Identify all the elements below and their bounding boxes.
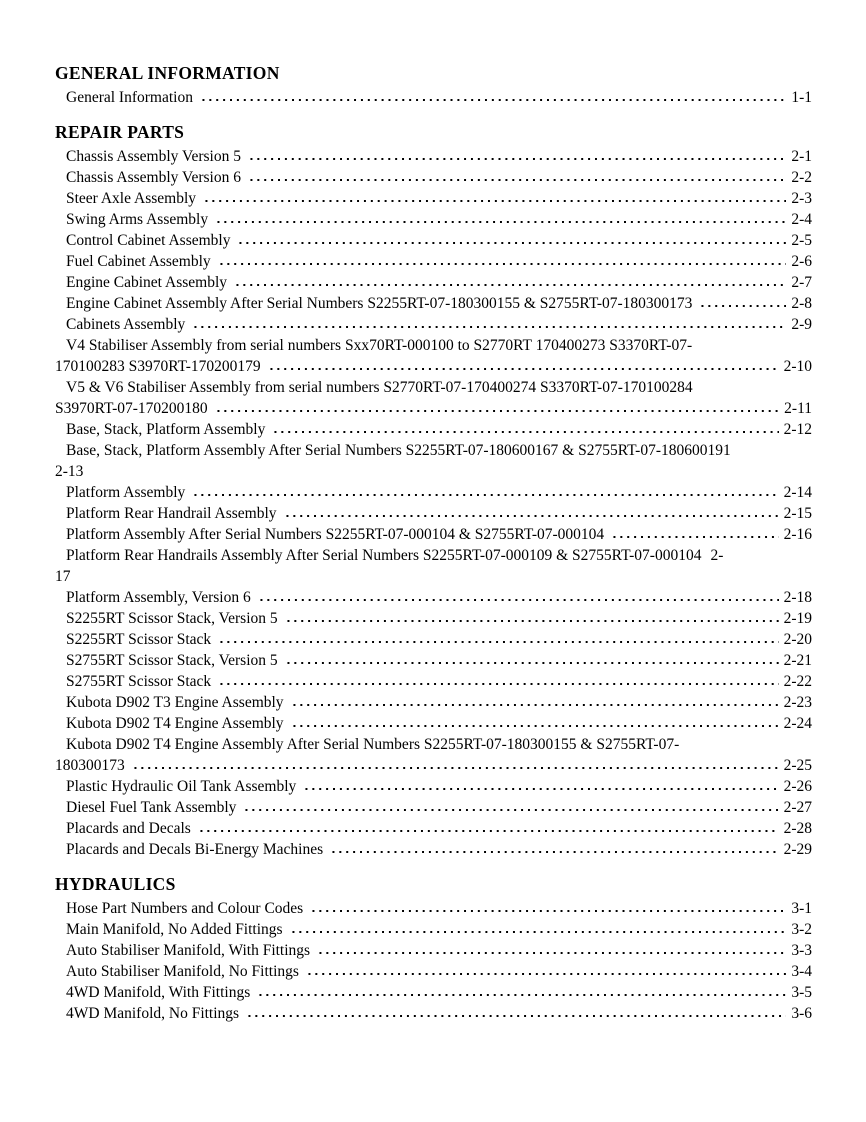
entry-row xyxy=(66,87,812,108)
entry-label-line xyxy=(66,377,812,398)
toc xyxy=(55,62,812,1024)
page-number: 2-27 xyxy=(783,799,812,816)
entry-row xyxy=(66,650,812,671)
entry-label: Kubota D902 T3 Engine Assembly xyxy=(66,694,284,711)
page-number-line xyxy=(55,461,812,482)
toc-entry xyxy=(55,692,812,713)
entry-label: General Information xyxy=(66,89,193,106)
entry-continuation: 180300173 xyxy=(55,757,125,774)
page-number: 2-24 xyxy=(783,715,812,732)
toc-section-repair-parts xyxy=(55,121,812,860)
page-number: 2-29 xyxy=(783,841,812,858)
entry-label: Chassis Assembly Version 6 xyxy=(66,169,241,186)
entry-row xyxy=(66,713,812,734)
dot-leader xyxy=(310,909,786,913)
toc-entry xyxy=(55,314,812,335)
dot-leader xyxy=(330,850,778,854)
dot-leader xyxy=(192,493,778,497)
entry-label: Placards and Decals xyxy=(66,820,191,837)
toc-entry xyxy=(55,167,812,188)
entry-row xyxy=(66,251,812,272)
toc-entry xyxy=(55,839,812,860)
page-number: 2-6 xyxy=(791,253,812,270)
toc-entry xyxy=(55,251,812,272)
entry-label: Steer Axle Assembly xyxy=(66,190,197,207)
entry-row xyxy=(66,692,812,713)
page-number: 2-9 xyxy=(791,316,812,333)
page-number: 3-4 xyxy=(791,963,812,980)
toc-entry xyxy=(55,919,812,940)
toc-entry xyxy=(55,650,812,671)
dot-leader xyxy=(306,972,786,976)
entry-row xyxy=(66,293,812,314)
dot-leader xyxy=(317,951,786,955)
entry-row xyxy=(66,982,812,1003)
entry-label: Base, Stack, Platform Assembly xyxy=(66,421,266,438)
page-number: 3-1 xyxy=(791,900,812,917)
entry-label: Placards and Decals Bi-Energy Machines xyxy=(66,841,324,858)
page-number: 2-19 xyxy=(783,610,812,627)
entry-label-line xyxy=(66,440,812,461)
page-number: 1-1 xyxy=(791,89,812,106)
entry-label: Auto Stabiliser Manifold, With Fittings xyxy=(66,942,311,959)
toc-entry xyxy=(55,776,812,797)
entry-label: Swing Arms Assembly xyxy=(66,211,209,228)
entry-row xyxy=(66,818,812,839)
dot-leader xyxy=(272,430,778,434)
dot-leader xyxy=(290,930,787,934)
toc-section-hydraulics xyxy=(55,873,812,1024)
toc-entry xyxy=(55,524,812,545)
entry-label: V4 Stabiliser Assembly from serial numbers Sxx70RT-000100 to S2770RT 170400273 S3370RT-07- xyxy=(66,337,693,354)
entry-continuation-row xyxy=(55,755,812,776)
entry-row xyxy=(66,919,812,940)
entry-row xyxy=(66,524,812,545)
entry-row xyxy=(66,898,812,919)
entry-label: Control Cabinet Assembly xyxy=(66,232,231,249)
page-number: 2-1 xyxy=(791,148,812,165)
page-number: 2-5 xyxy=(791,232,812,249)
entry-row xyxy=(66,482,812,503)
entry-row xyxy=(66,797,812,818)
entry-label: V5 & V6 Stabiliser Assembly from serial numbers S2770RT-07-170400274 S3370RT-07-170100284 xyxy=(66,379,693,396)
toc-section-general-information xyxy=(55,62,812,108)
entry-row xyxy=(66,961,812,982)
entry-label: Platform Rear Handrails Assembly After Serial Numbers S2255RT-07-000109 & S2755RT-07-000104 xyxy=(66,547,702,564)
entry-continuation: S3970RT-07-170200180 xyxy=(55,400,208,417)
page-number: 2-12 xyxy=(783,421,812,438)
entry-label: Platform Assembly After Serial Numbers S2255RT-07-000104 & S2755RT-07-000104 xyxy=(66,526,605,543)
entry-label: Platform Assembly xyxy=(66,484,186,501)
dot-leader xyxy=(234,283,786,287)
toc-entry xyxy=(55,419,812,440)
entry-continuation: 170100283 S3970RT-170200179 xyxy=(55,358,261,375)
entry-label: Auto Stabiliser Manifold, No Fittings xyxy=(66,963,299,980)
toc-entry xyxy=(55,818,812,839)
page-number: 2-7 xyxy=(791,274,812,291)
entry-row xyxy=(66,188,812,209)
toc-entry xyxy=(55,671,812,692)
dot-leader xyxy=(291,703,779,707)
entry-row xyxy=(66,272,812,293)
dot-leader xyxy=(215,220,786,224)
dot-leader xyxy=(243,808,778,812)
toc-entry xyxy=(55,293,812,314)
page-number: 2-3 xyxy=(791,190,812,207)
page-number: 2-15 xyxy=(783,505,812,522)
toc-entry xyxy=(55,587,812,608)
page-number: 3-6 xyxy=(791,1005,812,1022)
toc-entry xyxy=(55,1003,812,1024)
dot-leader xyxy=(203,199,786,203)
dot-leader xyxy=(257,993,786,997)
page-number-prefix: 2- xyxy=(710,547,724,564)
page-number: 2-14 xyxy=(783,484,812,501)
page-number: 2-25 xyxy=(783,757,812,774)
dot-leader xyxy=(218,682,778,686)
toc-entry xyxy=(55,734,812,776)
dot-leader xyxy=(699,304,786,308)
entry-label: S2255RT Scissor Stack xyxy=(66,631,212,648)
dot-leader xyxy=(258,598,779,602)
page-number: 2-20 xyxy=(783,631,812,648)
entry-row xyxy=(66,776,812,797)
entry-label: Kubota D902 T4 Engine Assembly After Serial Numbers S2255RT-07-180300155 & S2755RT-07- xyxy=(66,736,680,753)
page-number: 2-26 xyxy=(783,778,812,795)
entry-continuation-row xyxy=(55,398,812,419)
entry-label: S2255RT Scissor Stack, Version 5 xyxy=(66,610,278,627)
page-number-line xyxy=(55,566,812,587)
page-number: 2-16 xyxy=(783,526,812,543)
entry-row xyxy=(66,671,812,692)
entry-row xyxy=(66,587,812,608)
entry-row xyxy=(66,209,812,230)
toc-entry xyxy=(55,982,812,1003)
toc-entry xyxy=(55,713,812,734)
toc-entry xyxy=(55,898,812,919)
dot-leader xyxy=(192,325,786,329)
dot-leader xyxy=(285,619,779,623)
toc-entry xyxy=(55,87,812,108)
page-number: 2-11 xyxy=(784,400,812,417)
dot-leader xyxy=(200,98,786,102)
toc-entry xyxy=(55,629,812,650)
entry-label: Fuel Cabinet Assembly xyxy=(66,253,211,270)
dot-leader xyxy=(248,157,786,161)
entry-label: 4WD Manifold, With Fittings xyxy=(66,984,251,1001)
toc-entry xyxy=(55,377,812,419)
dot-leader xyxy=(218,640,778,644)
section-heading: GENERAL INFORMATION xyxy=(55,63,280,83)
page-number: 3-3 xyxy=(791,942,812,959)
entry-label: Diesel Fuel Tank Assembly xyxy=(66,799,237,816)
toc-entry xyxy=(55,797,812,818)
page-number: 2-2 xyxy=(791,169,812,186)
entry-row xyxy=(66,608,812,629)
entry-row xyxy=(66,940,812,961)
section-heading: REPAIR PARTS xyxy=(55,122,185,142)
entry-label: S2755RT Scissor Stack, Version 5 xyxy=(66,652,278,669)
entry-row xyxy=(66,1003,812,1024)
dot-leader xyxy=(198,829,779,833)
toc-entry xyxy=(55,230,812,251)
dot-leader xyxy=(291,724,779,728)
toc-entry xyxy=(55,209,812,230)
page-number: 2-8 xyxy=(791,295,812,312)
dot-leader xyxy=(218,262,787,266)
toc-entry xyxy=(55,146,812,167)
toc-entry xyxy=(55,940,812,961)
dot-leader xyxy=(611,535,778,539)
entry-continuation-row xyxy=(55,356,812,377)
entry-label-line xyxy=(66,335,812,356)
page-number: 2-10 xyxy=(783,358,812,375)
dot-leader xyxy=(248,178,786,182)
entry-label: Platform Assembly, Version 6 xyxy=(66,589,251,606)
dot-leader xyxy=(237,241,786,245)
toc-entry xyxy=(55,335,812,377)
page-number: 2-23 xyxy=(783,694,812,711)
toc-entry xyxy=(55,482,812,503)
page-number: 2-22 xyxy=(783,673,812,690)
dot-leader xyxy=(132,766,779,770)
entry-label: Kubota D902 T4 Engine Assembly xyxy=(66,715,284,732)
entry-row xyxy=(66,419,812,440)
entry-label: Engine Cabinet Assembly xyxy=(66,274,228,291)
toc-entry xyxy=(55,272,812,293)
toc-entry xyxy=(55,608,812,629)
entry-row xyxy=(66,167,812,188)
dot-leader xyxy=(285,661,779,665)
page-number: 2-4 xyxy=(791,211,812,228)
dot-leader xyxy=(268,367,779,371)
entry-row xyxy=(66,314,812,335)
toc-entry xyxy=(55,440,812,482)
entry-label-line xyxy=(66,734,812,755)
entry-row xyxy=(66,146,812,167)
page-number: 2-28 xyxy=(783,820,812,837)
entry-label: Cabinets Assembly xyxy=(66,316,186,333)
entry-label: 4WD Manifold, No Fittings xyxy=(66,1005,240,1022)
toc-entry xyxy=(55,961,812,982)
toc-entry xyxy=(55,188,812,209)
entry-label: S2755RT Scissor Stack xyxy=(66,673,212,690)
entry-label: Base, Stack, Platform Assembly After Serial Numbers S2255RT-07-180600167 & S2755RT-07-180600191 xyxy=(66,442,731,459)
dot-leader xyxy=(246,1014,786,1018)
page-number: 17 xyxy=(55,568,71,585)
section-heading: HYDRAULICS xyxy=(55,874,176,894)
entry-label: Engine Cabinet Assembly After Serial Numbers S2255RT-07-180300155 & S2755RT-07-180300173 xyxy=(66,295,693,312)
page-number: 2-21 xyxy=(783,652,812,669)
dot-leader xyxy=(284,514,779,518)
page-number: 2-13 xyxy=(55,463,84,480)
entry-row xyxy=(66,503,812,524)
entry-label: Chassis Assembly Version 5 xyxy=(66,148,241,165)
entry-label: Platform Rear Handrail Assembly xyxy=(66,505,277,522)
entry-label: Plastic Hydraulic Oil Tank Assembly xyxy=(66,778,297,795)
entry-row xyxy=(66,839,812,860)
entry-row xyxy=(66,230,812,251)
page-number: 2-18 xyxy=(783,589,812,606)
entry-label: Hose Part Numbers and Colour Codes xyxy=(66,900,304,917)
page-number: 3-2 xyxy=(791,921,812,938)
entry-row xyxy=(66,629,812,650)
dot-leader xyxy=(215,409,780,413)
toc-entry xyxy=(55,503,812,524)
page-number: 3-5 xyxy=(791,984,812,1001)
dot-leader xyxy=(303,787,778,791)
toc-entry xyxy=(55,545,812,587)
entry-label-line xyxy=(66,545,812,566)
entry-label: Main Manifold, No Added Fittings xyxy=(66,921,283,938)
